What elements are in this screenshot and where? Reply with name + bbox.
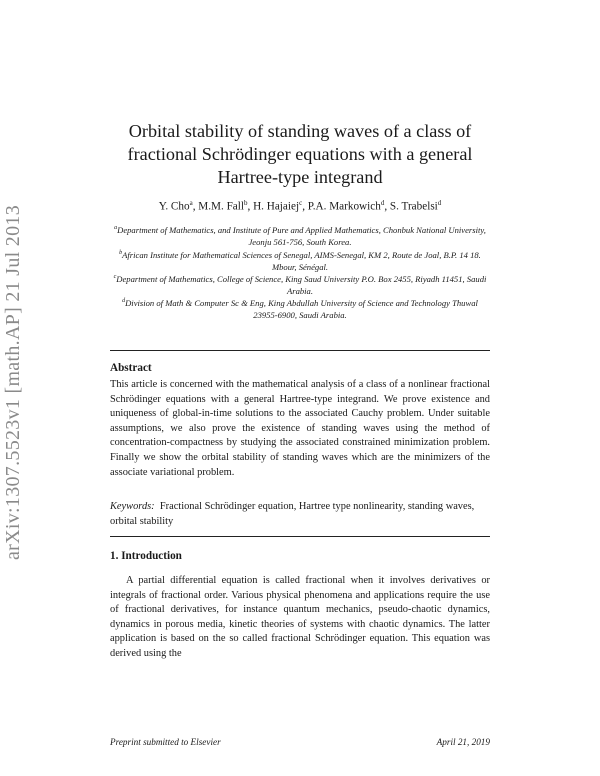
keywords-text: Fractional Schrödinger equation, Hartree type nonlinearity, standing waves, orbital stability xyxy=(110,501,475,527)
abstract-bottom-rule xyxy=(110,536,490,537)
affiliation xyxy=(110,295,490,322)
author-affil-mark: a xyxy=(189,199,193,207)
keywords xyxy=(110,500,490,529)
author-name: H. Hajaiej xyxy=(253,200,300,213)
keywords-label: Keywords: xyxy=(110,501,155,512)
affil-text: African Institute for Mathematical Sciences of Senegal, AIMS-Senegal, KM 2, Route de Joal, B.P. 14 18. Mbour, Sénégal. xyxy=(122,249,481,273)
affiliation xyxy=(110,271,490,298)
affil-mark: a xyxy=(114,225,118,231)
affiliation xyxy=(110,247,490,274)
author-name: M.M. Fall xyxy=(198,200,244,213)
affil-mark: c xyxy=(113,274,117,280)
affil-text: Division of Math & Computer Sc & Eng, King Abdullah University of Science and Technology Thuwal 23955-6900, Saudi Arabia. xyxy=(125,297,478,321)
author-name: P.A. Markowich xyxy=(307,200,381,213)
paper-title: Orbital stability of standing waves of a class of fractional Schrödinger equations with a general Hartree-type integrand xyxy=(127,121,473,187)
footer-preprint-note: Preprint submitted to Elsevier xyxy=(110,737,221,747)
section-heading-introduction: 1. Introduction xyxy=(110,550,182,562)
author-affil-mark: d xyxy=(437,199,442,207)
introduction-text: A partial differential equation is called fractional when it involves derivatives or integrals of fractional order. Various physical phenomena and applications require the use of fractional derivatives, for instance quantum mechanics, pseudo-chaotic dynamics, dynamics in porous media, kinetic theories of systems with chaotic dynamics. The latter application is based on the so called fractional Schrödinger equation. This equation was derived using the xyxy=(110,575,490,659)
footer-date: April 21, 2019 xyxy=(436,737,490,747)
affil-text: Department of Mathematics, and Institute of Pure and Applied Mathematics, Chonbuk National University, Jeonju 561-756, South Korea. xyxy=(117,224,486,248)
author-list: Y. Cho$^a$, M.M. Fall$^b$, H. Hajaiej$^c$, P.A. Markowich$^d$, S. Trabelsi$^d$ xyxy=(158,199,442,213)
arxiv-identifier: arXiv:1307.5523v1 [math.AP] 21 Jul 2013 xyxy=(2,204,24,560)
affil-text: Department of Mathematics, College of Science, King Saud University P.O. Box 2455, Riyadh 11451, Saudi Arabia. xyxy=(116,273,487,297)
author-affil-mark: d xyxy=(380,199,385,207)
author-name: S. Trabelsi xyxy=(389,200,438,213)
affil-mark: b xyxy=(119,250,123,256)
abstract-text: This article is concerned with the mathematical analysis of a class of a nonlinear fractional Schrödinger equations with a general Hartree-type integrand. We prove existence and uniqueness of global-in-time solutions to the associated Cauchy problem. Under suitable assumptions, we also prove the existence of standing waves using the method of concentration-compactness by studying the associated constrained minimization problem. Finally we show the orbital stability of standing waves which are the minimizers of the associate variational problem. xyxy=(110,379,490,478)
affiliation xyxy=(110,222,490,249)
author-affil-mark: c xyxy=(299,199,303,207)
abstract-heading: Abstract xyxy=(110,362,152,374)
abstract-top-rule xyxy=(110,350,490,351)
affil-mark: d xyxy=(122,298,126,304)
author-affil-mark: b xyxy=(244,199,248,207)
author-name: Y. Cho xyxy=(158,200,190,213)
